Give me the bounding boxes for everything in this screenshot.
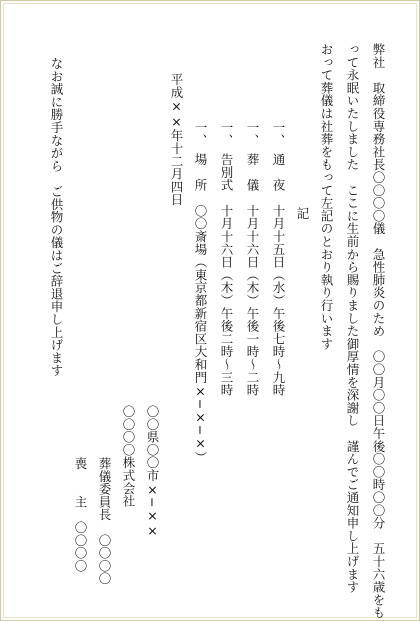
schedule-item-wake — [271, 121, 285, 396]
schedule-item-label: 一、 葬 儀 — [245, 121, 260, 205]
schedule-item-farewell — [219, 121, 233, 396]
sender-committee: 葬儀委員長 〇〇〇〇 — [97, 457, 112, 585]
sender-address: 〇〇県〇〇市×−×× — [145, 405, 160, 539]
schedule-item-funeral — [245, 121, 259, 396]
sender-company: 〇〇〇〇株式会社 — [121, 405, 136, 508]
notice-heading: 記 — [295, 207, 310, 220]
schedule-item-value: 〇〇斎場（東京都新宿区大和門×−×−×） — [193, 204, 208, 464]
notice-line-2: って永眠いたしました ここに生前から賜りました御厚情を深謝し 謹んでご通知申し上げます — [345, 43, 360, 594]
schedule-item-value: 十月十六日（木）午後二時〜三時 — [219, 204, 234, 397]
notice-line-3: おって葬儀は社葬をもって左記のとおり執り行います — [319, 43, 334, 351]
schedule-item-label: 一、 告別式 — [219, 121, 234, 205]
schedule-item-label: 一、 通 夜 — [271, 121, 286, 205]
schedule-item-value: 十月十五日（水）午後七時〜九時 — [271, 204, 286, 397]
schedule-item-value: 十月十六日（木）午後一時〜二時 — [245, 204, 260, 397]
schedule-item-venue — [193, 121, 207, 464]
notice-date: 平成××年十二月四日 — [169, 73, 184, 206]
notice-line-1: 弊社 取締役専務社長〇〇〇〇儀 急性肺炎のため 〇〇月〇〇日午後〇〇時〇〇分 五十六歳をも — [371, 43, 386, 619]
sender-chief-mourner: 喪 主 〇〇〇〇 — [73, 457, 88, 573]
notice-closing: なお誠に勝手ながら ご供物の儀はご辞退申し上げます — [49, 57, 64, 377]
schedule-item-label: 一、 場 所 — [193, 121, 208, 205]
